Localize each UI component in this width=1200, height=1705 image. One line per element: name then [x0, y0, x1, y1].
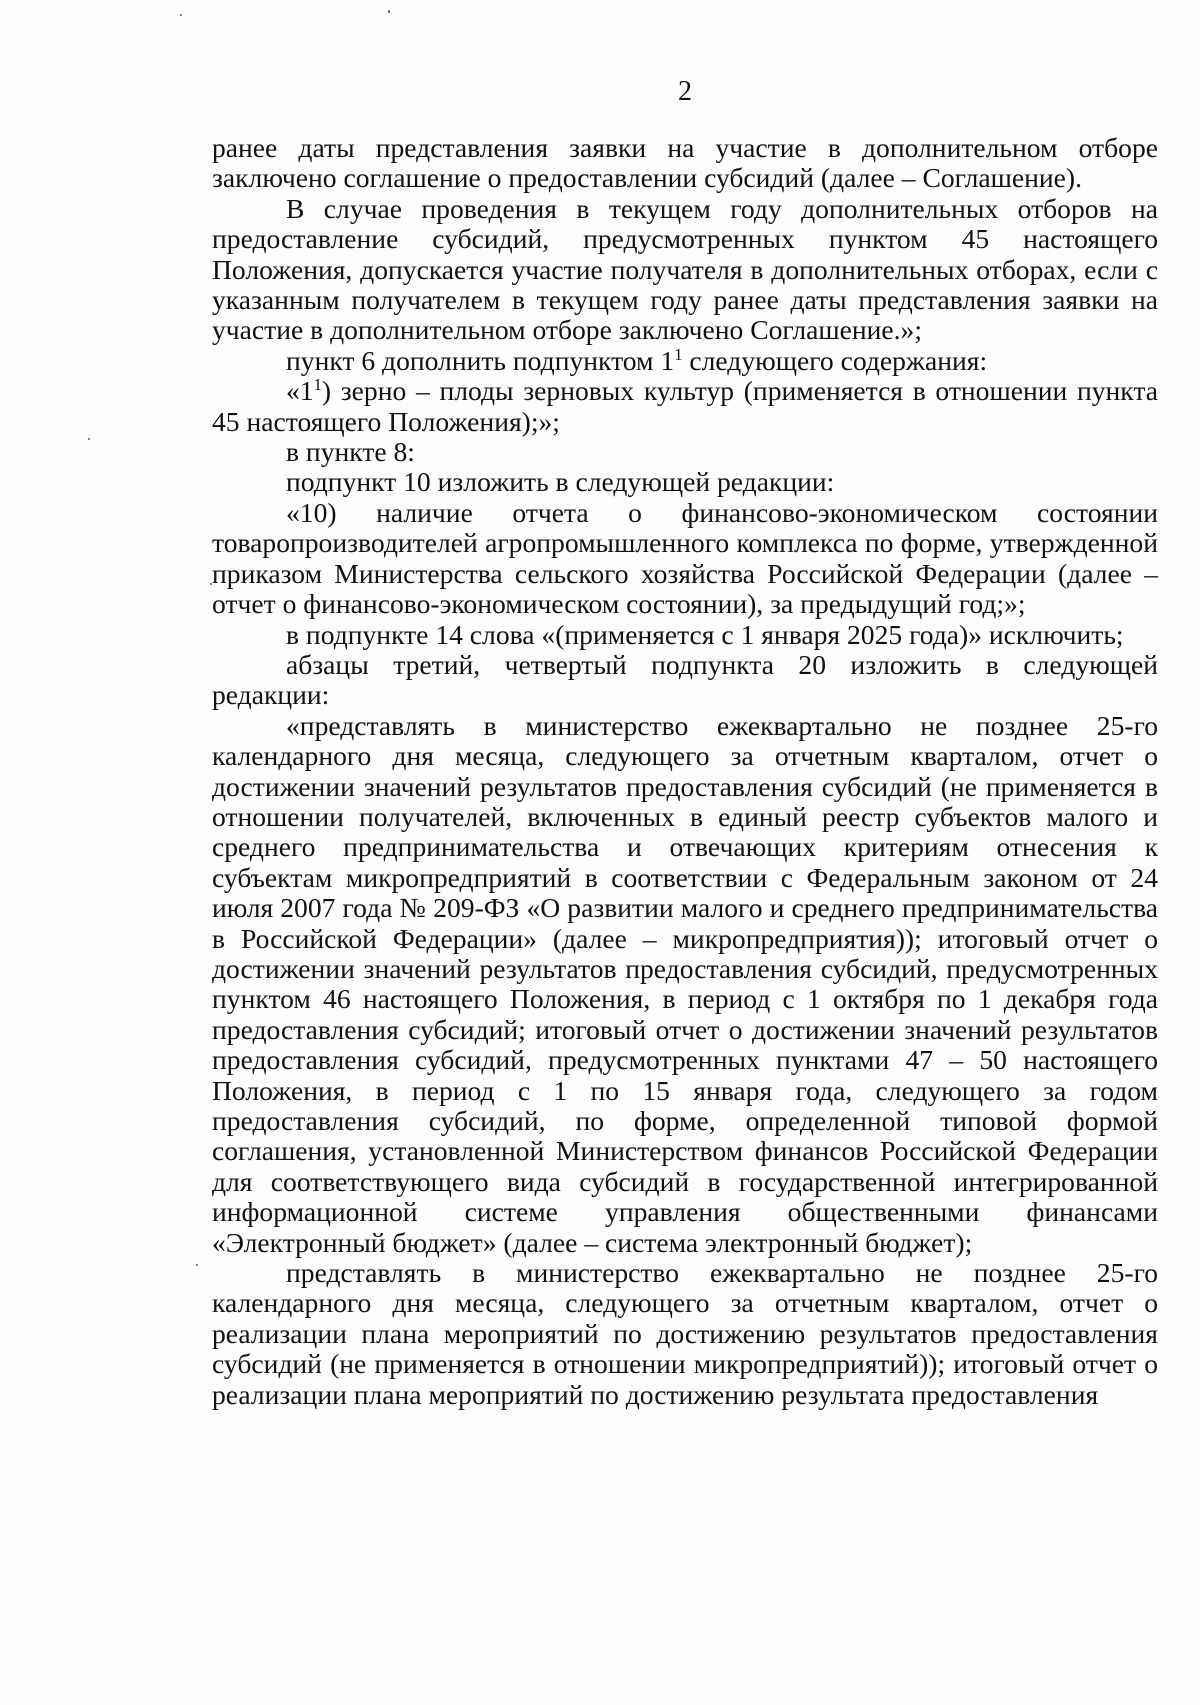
paragraph-text: ) зерно – плоды зерновых культур (применяется в отношении пункта 45 настоящего Положения);»; [212, 375, 1158, 437]
scan-speck [388, 10, 390, 13]
paragraph: подпункт 10 изложить в следующей редакции: [286, 466, 835, 498]
paragraph: ранее даты представления заявки на участие в дополнительном отборе заключено соглашение о предоставлении субсидий (далее – Соглашение). [212, 132, 1158, 194]
paragraph: представлять в министерство ежеквартально не позднее 25-го календарного дня месяца, следующего за отчетным кварталом, отчет о реализации плана мероприятий по достижению результатов предоставления субсидий (не применяется в отношении микропредприятий)); итоговый отчет о реализации плана мероприятий по достижению результата предоставления [212, 1257, 1158, 1410]
paragraph [212, 346, 1158, 376]
scan-speck [180, 14, 182, 16]
paragraph-text: «1 [286, 375, 314, 407]
superscript: 1 [313, 375, 322, 395]
paragraph: В случае проведения в текущем году дополнительных отборов на предоставление субсидий, предусмотренных пунктом 45 настоящего Положения, допускается участие получателя в дополнительных отборах, если с указанным получателем в текущем году ранее даты представления заявки на участие в дополнительном отборе заключено Соглашение.»; [212, 192, 1158, 346]
paragraph [212, 376, 1158, 437]
scan-speck [196, 1264, 198, 1266]
paragraph-text: пункт 6 дополнить подпунктом 1 [286, 344, 675, 376]
paragraph: «представлять в министерство ежеквартально не позднее 25-го календарного дня месяца, следующего за отчетным кварталом, отчет о достижении значений результатов предоставления субсидий (не применяется в отношении получателей, включенных в единый реестр субъектов малого и среднего предпринимательства и отвечающих критериям отнесения к субъектам микропредприятий в соответствии с Федеральным законом от 24 июля 2007 года № 209-ФЗ «О развитии малого и среднего предпринимательства в Российской Федерации» (далее – микропредприятия)); итоговый отчет о достижении значений результатов предоставления субсидий, предусмотренных пунктом 46 настоящего Положения, в период с 1 октября по 1 декабря года предоставления субсидий; итоговый отчет о достижении значений результатов предоставления субсидий, предусмотренных пунктами 47 – 50 настоящего Положения, в период с 1 по 15 января года, следующего за годом предоставления субсидий, по форме, определенной типовой формой соглашения, установленной Министерством финансов Российской Федерации для соответствующего вида субсидий в государственной интегрированной информационной системе управления общественными финансами «Электронный бюджет» (далее – система электронный бюджет); [212, 709, 1158, 1258]
scan-speck [210, 583, 212, 585]
document-body [212, 133, 1158, 1410]
scan-speck [88, 438, 90, 440]
superscript: 1 [674, 344, 683, 364]
paragraph: абзацы третий, четвертый подпункта 20 изложить в следующей редакции: [212, 648, 1158, 711]
paragraph: в пункте 8: [286, 436, 415, 468]
paragraph: в подпункте 14 слова «(применяется с 1 января 2025 года)» исключить; [286, 618, 1124, 650]
paragraph-text: следующего содержания: [682, 344, 988, 376]
page-number: 2 [678, 76, 692, 107]
paragraph: «10) наличие отчета о финансово-экономическом состоянии товаропроизводителей агропромышленного комплекса по форме, утвержденной приказом Министерства сельского хозяйства Российской Федерации (далее – отчет о финансово-экономическом состоянии), за предыдущий год;»; [212, 496, 1158, 620]
